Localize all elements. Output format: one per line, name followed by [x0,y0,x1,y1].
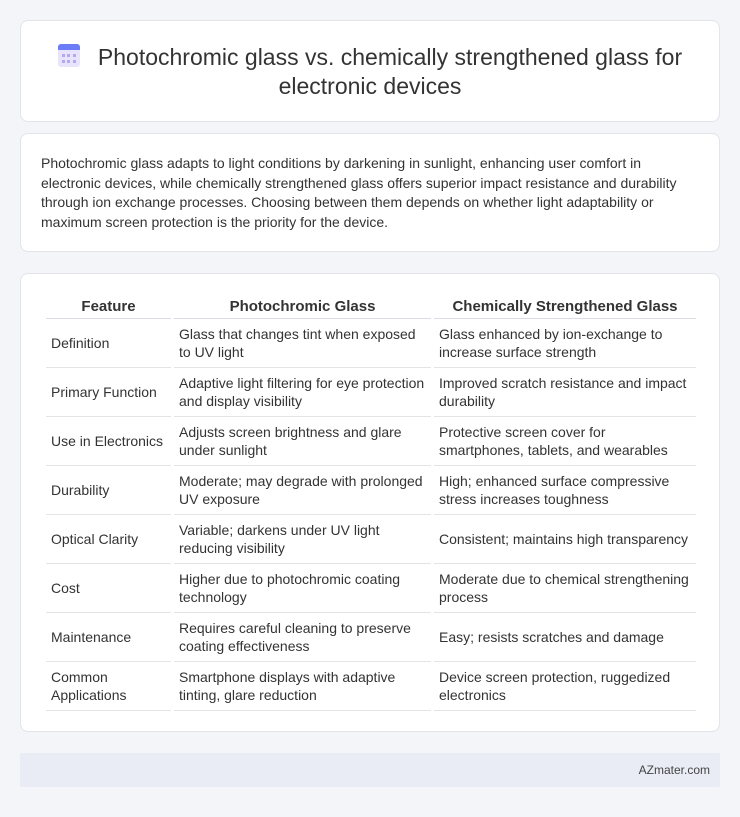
page-title: Photochromic glass vs. chemically strengthened glass for electronic devices [97,44,683,99]
feature-cell: Maintenance [46,613,171,662]
strengthened-cell: Consistent; maintains high transparency [434,515,696,564]
strengthened-cell: Glass enhanced by ion-exchange to increase surface strength [434,319,696,368]
strengthened-cell: Device screen protection, ruggedized electronics [434,662,696,711]
feature-cell: Primary Function [46,368,171,417]
strengthened-cell: Moderate due to chemical strengthening process [434,564,696,613]
column-header-chemically-strengthened: Chemically Strengthened Glass [434,297,696,319]
table-row [46,466,696,515]
photochromic-cell: Glass that changes tint when exposed to UV light [174,319,431,368]
title-card [20,20,720,122]
document-grid-icon [58,44,80,68]
table-row [46,564,696,613]
column-header-photochromic: Photochromic Glass [174,297,431,319]
photochromic-cell: Adaptive light filtering for eye protection and display visibility [174,368,431,417]
feature-cell: Use in Electronics [46,417,171,466]
feature-cell: Optical Clarity [46,515,171,564]
table-header-row [46,297,696,319]
column-header-feature: Feature [46,297,171,319]
table-row [46,368,696,417]
strengthened-cell: High; enhanced surface compressive stress increases toughness [434,466,696,515]
footer-brand: AZmater.com [638,763,710,777]
table-row [46,417,696,466]
table-row [46,613,696,662]
photochromic-cell: Moderate; may degrade with prolonged UV exposure [174,466,431,515]
feature-cell: Common Applications [46,662,171,711]
feature-cell: Durability [46,466,171,515]
comparison-card [20,273,720,732]
table-row [46,319,696,368]
photochromic-cell: Adjusts screen brightness and glare under sunlight [174,417,431,466]
footer [20,753,720,787]
strengthened-cell: Improved scratch resistance and impact durability [434,368,696,417]
feature-cell: Definition [46,319,171,368]
table-row [46,662,696,711]
table-row [46,515,696,564]
photochromic-cell: Higher due to photochromic coating technology [174,564,431,613]
strengthened-cell: Protective screen cover for smartphones, tablets, and wearables [434,417,696,466]
comparison-table [43,297,699,711]
intro-paragraph: Photochromic glass adapts to light conditions by darkening in sunlight, enhancing user comfort in electronic devices, while chemically strengthened glass offers superior impact resistance and durability through ion exchange processes. Choosing between them depends on whether light adaptability or maximum screen protection is the priority for the device. [41,155,677,230]
page-title-wrapper [51,43,689,101]
strengthened-cell: Easy; resists scratches and damage [434,613,696,662]
photochromic-cell: Requires careful cleaning to preserve coating effectiveness [174,613,431,662]
feature-cell: Cost [46,564,171,613]
photochromic-cell: Variable; darkens under UV light reducing visibility [174,515,431,564]
intro-card [20,133,720,252]
photochromic-cell: Smartphone displays with adaptive tinting, glare reduction [174,662,431,711]
